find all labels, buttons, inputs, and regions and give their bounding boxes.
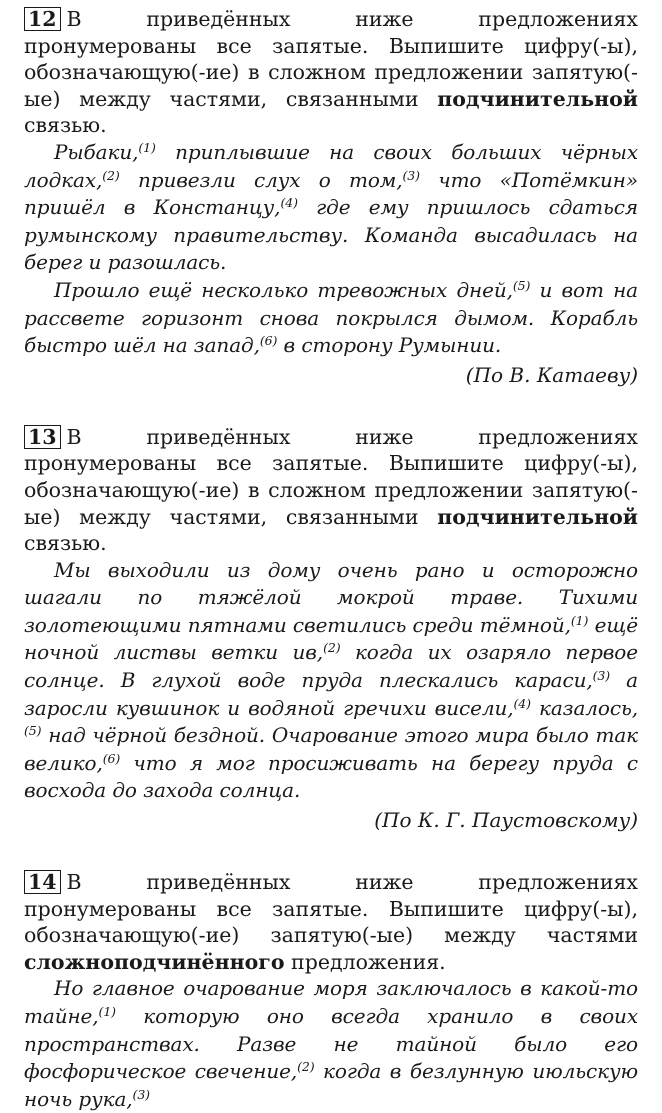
comma-number: (4): [280, 195, 298, 211]
comma-number: (3): [592, 668, 611, 684]
task-instruction: [24, 869, 638, 975]
instruction-keyword: подчинительной: [437, 504, 638, 529]
comma-number: (2): [102, 167, 120, 183]
comma-number: (3): [402, 167, 420, 183]
comma-number: (1): [570, 613, 589, 628]
task-14: [24, 869, 638, 1113]
comma-number: (6): [102, 750, 121, 766]
text-run: а заросли кувшинок и водяной гречихи висели,: [24, 668, 638, 720]
comma-number: (2): [297, 1059, 315, 1075]
page: [24, 6, 638, 1113]
comma-number: (3): [132, 1086, 150, 1102]
text-run: что «Потёмкин» пришёл в Констанцу,: [24, 167, 638, 220]
text-paragraph: [24, 277, 638, 360]
task-number: 13: [24, 425, 61, 449]
task-text: [24, 139, 638, 360]
task-instruction: [24, 6, 638, 139]
text-run: Мы выходили из дому очень рано и осторожно шагали по тяжёлой мокрой траве. Тихими золотеющими пятнами светились среди тёмной,: [24, 557, 638, 637]
text-run: когда в безлунную июльскую ночь рука,: [24, 1059, 638, 1111]
text-run: где ему пришлось сдаться румынскому правительству. Команда высадилась на берег и разошлась.: [24, 195, 638, 275]
instruction-text-end: предложения.: [284, 949, 446, 974]
instruction-text-end: связью.: [24, 113, 107, 138]
task-instruction: [24, 424, 638, 557]
instruction-text: В приведённых ниже предложениях пронумерованы все запятые. Выпишите цифру(-ы), обозначающую(-ие) в сложном предложении запятую(-ые) между частями, связанными: [24, 7, 638, 111]
instruction-keyword: сложноподчинённого: [24, 949, 285, 974]
text-run: приплывшие на своих больших чёрных лодках,: [24, 139, 638, 192]
instruction-keyword: подчинительной: [437, 86, 638, 111]
comma-number: (4): [513, 695, 531, 711]
instruction-text: В приведённых ниже предложениях пронумерованы все запятые. Выпишите цифру(-ы), обозначающую(-ие) запятую(-ые) между частями: [24, 870, 638, 948]
comma-number: (1): [138, 140, 156, 156]
task-text: [24, 975, 638, 1113]
text-run: ещё ночной листвы ветки ив,: [24, 612, 638, 665]
text-run: Но главное очарование моря заключалось в какой-то тайне,: [24, 976, 638, 1028]
text-run: в сторону Румынии.: [277, 333, 502, 358]
task-number: 12: [24, 7, 61, 31]
task-text: [24, 557, 638, 805]
text-run: казалось,: [530, 695, 639, 720]
comma-number: (5): [24, 723, 42, 739]
comma-number: (6): [259, 333, 278, 349]
text-paragraph: [24, 975, 638, 1113]
attribution: (По В. Катаеву): [465, 362, 638, 387]
text-run: что я мог просиживать на берегу пруда с восхода до захода солнца.: [24, 750, 638, 803]
comma-number: (1): [98, 1004, 116, 1020]
task-12: [24, 6, 638, 390]
text-run: привезли слух о том,: [119, 167, 403, 192]
comma-number: (2): [323, 640, 341, 656]
text-run: и вот на рассвете горизонт снова покрылся дымом. Корабль быстро шёл на запад,: [24, 277, 638, 358]
text-run: которую оно всегда хранило в своих пространствах. Разве не тайной было его фосфорическое свечение,: [24, 1004, 638, 1084]
instruction-text: В приведённых ниже предложениях пронумерованы все запятые. Выпишите цифру(-ы), обозначающую(-ие) в сложном предложении запятую(-ые) между частями, связанными: [24, 424, 638, 529]
task-13: [24, 424, 638, 835]
task-number: 14: [24, 870, 61, 894]
text-run: когда их озаряло первое солнце. В глухой воде пруда плескались караси,: [24, 640, 638, 693]
text-run: Рыбаки,: [54, 139, 139, 164]
text-run: над чёрной бездной. Очарование этого мира было так велико,: [24, 723, 638, 775]
comma-number: (5): [512, 278, 531, 294]
instruction-text-end: связью.: [24, 531, 107, 556]
text-paragraph: [24, 557, 638, 805]
text-run: Прошло ещё несколько тревожных дней,: [54, 277, 513, 302]
text-paragraph: [24, 139, 638, 277]
attribution: (По К. Г. Паустовскому): [374, 808, 638, 833]
